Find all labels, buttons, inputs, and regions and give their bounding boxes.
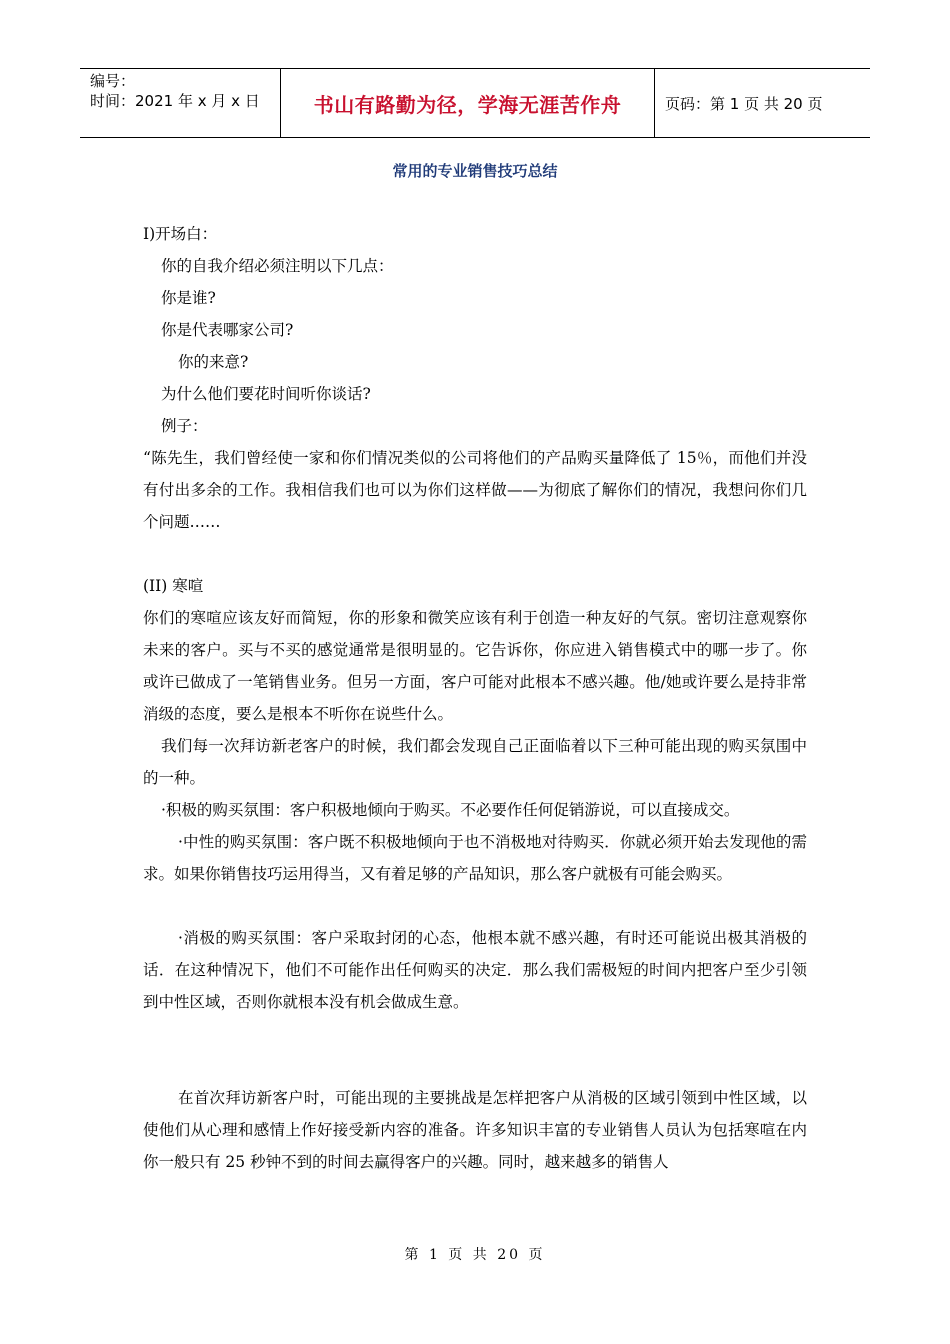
spacer [143,538,807,570]
question-line: 为什么他们要花时间听你谈话? [161,385,371,403]
header-meta [80,69,280,137]
bullet-item: ·中性的购买氛围：客户既不积极地倾向于也不消极地对待购买．你就必须开始去发现他的需求。如果你销售技巧运用得当，又有着足够的产品知识，那么客户就极有可能会购买。 [143,833,807,883]
page-footer: 第 1 页 共 20 页 [404,1247,546,1263]
doc-number-label: 编号： [90,72,136,90]
intro-line: 你的自我介绍必须注明以下几点： [161,257,394,275]
page-header [80,68,870,138]
bullet-item: ·消极的购买氛围：客户采取封闭的心态，他根本就不感兴趣，有时还可能说出极其消极的话．在这种情况下，他们不可能作出任何购买的决定．那么我们需极短的时间内把客户至少引领到中性区域，否则你就根本没有机会做成生意。 [143,929,807,1011]
header-motto: 书山有路勤为径，学海无涯苦作舟 [280,69,655,137]
question-line: 你的来意? [178,353,249,371]
body-paragraph: 在首次拜访新客户时，可能出现的主要挑战是怎样把客户从消极的区域引领到中性区域，以使他们从心理和感情上作好接受新内容的准备。许多知识丰富的专业销售人员认为包括寒喧在内你一般只有 25 秒钟不到的时间去赢得客户的兴趣。同时，越来越多的销售人 [143,1089,807,1171]
header-page-label: 页码：第 1 页 共 20 页 [665,94,823,113]
body-paragraph: 你们的寒喧应该友好而简短，你的形象和微笑应该有利于创造一种友好的气氛。密切注意观察你未来的客户。买与不买的感觉通常是很明显的。它告诉你，你应进入销售模式中的哪一步了。你或许已做成了一笔销售业务。但另一方面，客户可能对此根本不感兴趣。他/她或许要么是持非常消级的态度，要么是根本不听你在说些什么。 [143,609,807,723]
body-paragraph: 我们每一次拜访新老客户的时候，我们都会发现自己正面临着以下三种可能出现的购买氛围中的一种。 [143,737,807,787]
spacer [143,1018,807,1082]
document-title: 常用的专业销售技巧总结 [392,162,558,180]
doc-date-label: 时间：2021 年 x 月 x 日 [90,92,260,110]
spacer [143,890,807,922]
section-heading-opening: I)开场白： [143,225,218,243]
question-line: 你是代表哪家公司? [161,321,294,339]
section-heading-greeting: (II) 寒喧 [143,577,204,595]
example-paragraph: “陈先生，我们曾经使一家和你们情况类似的公司将他们的产品购买量降低了 15％，而他们并没有付出多余的工作。我相信我们也可以为你们这样做——为彻底了解你们的情况，我想问你们几个问题…… [143,449,807,531]
document-body [143,218,807,1178]
question-line: 你是谁? [161,289,216,307]
bullet-item: ·积极的购买氛围：客户积极地倾向于购买。不必要作任何促销游说，可以直接成交。 [161,801,740,819]
example-label: 例子： [161,417,208,435]
